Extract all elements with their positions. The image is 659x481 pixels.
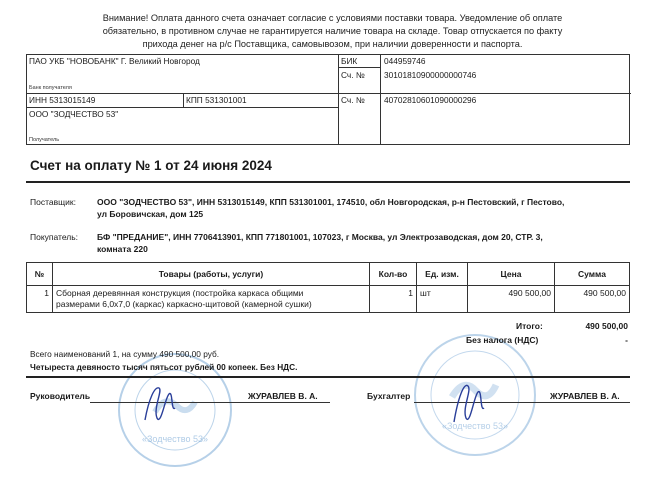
items-table (26, 262, 630, 313)
account-value: 40702810601090000296 (384, 95, 477, 105)
supplier-block (30, 196, 630, 222)
recipient-name: ООО "ЗОДЧЕСТВО 53" (29, 109, 119, 119)
row-qty: 1 (370, 286, 417, 313)
svg-text:«Зодчество 53»: «Зодчество 53» (441, 421, 509, 431)
payment-notice (60, 12, 605, 51)
inn-value: ИНН 5313015149 (29, 95, 96, 105)
row-name-line: размерами 6,0х7,0 (каркас) каркасно-щитовой (камерной сушки) (56, 299, 312, 309)
summary-divider (26, 376, 630, 378)
corr-account-label: Сч. № (341, 70, 365, 80)
row-total: 490 500,00 (555, 286, 630, 313)
vat-label: Без налога (НДС) (466, 335, 539, 345)
bik-label: БИК (341, 56, 358, 66)
row-price: 490 500,00 (468, 286, 555, 313)
bik-value: 044959746 (384, 56, 426, 66)
table-header-row (27, 263, 630, 286)
total-value: 490 500,00 (585, 321, 628, 331)
supplier-line1: ООО "ЗОДЧЕСТВО 53", ИНН 5313015149, КПП 531301001, 174510, обл Новгородская, р-н Пестовский, г Пестово, (97, 197, 565, 207)
director-label: Руководитель (30, 391, 91, 401)
table-row (27, 286, 630, 313)
accountant-label: Бухгалтер (367, 391, 411, 401)
bank-label: Банк получателя (29, 85, 72, 91)
invoice-title: Счет на оплату № 1 от 24 июня 2024 (30, 158, 272, 173)
row-unit: шт (417, 286, 468, 313)
row-name-line: Сборная деревянная конструкция (постройка каркаса общими (56, 288, 304, 298)
col-name-header: Товары (работы, услуги) (53, 263, 370, 286)
bank-details-table (26, 54, 630, 145)
buyer-block (30, 231, 630, 257)
accountant-signature (442, 374, 492, 430)
col-unit-header: Ед. изм. (417, 263, 468, 286)
recipient-label: Получатель (29, 137, 60, 143)
kpp-value: КПП 531301001 (186, 95, 247, 105)
corr-account-value: 30101810900000000746 (384, 70, 477, 80)
account-label: Сч. № (341, 95, 365, 105)
col-qty-header: Кол-во (370, 263, 417, 286)
notice-line: Внимание! Оплата данного счета означает согласие с условиями поставки товара. Уведомление об оплате (102, 13, 563, 23)
accountant-name: ЖУРАВЛЕВ В. А. (550, 391, 620, 401)
supplier-line2: ул Боровичская, дом 125 (97, 209, 204, 219)
title-divider (26, 181, 630, 183)
director-sign-line (90, 402, 330, 403)
supplier-label: Поставщик: (30, 197, 76, 207)
buyer-line2: комната 220 (97, 244, 148, 254)
row-num: 1 (27, 286, 53, 313)
director-name: ЖУРАВЛЕВ В. А. (248, 391, 318, 401)
notice-line: прихода денег на р/с Поставщика, самовывозом, при наличии доверенности и паспорта. (142, 39, 523, 49)
col-num-header: № (27, 263, 53, 286)
bank-name: ПАО УКБ "НОВОБАНК" Г. Великий Новгород (29, 56, 200, 66)
amount-in-words: Четыреста девяносто тысяч пятьсот рублей 00 копеек. Без НДС. (30, 362, 298, 372)
row-name (53, 286, 370, 313)
col-price-header: Цена (468, 263, 555, 286)
items-count-summary: Всего наименований 1, на сумму 490 500,00 руб. (30, 349, 220, 359)
buyer-label: Покупатель: (30, 232, 79, 242)
total-label: Итого: (516, 321, 543, 331)
col-total-header: Сумма (555, 263, 630, 286)
notice-line: обязательно, в противном случае не гарантируется наличие товара на складе. Товар отпускается по факту (102, 26, 563, 36)
svg-text:«Зодчество 53»: «Зодчество 53» (141, 434, 209, 444)
director-signature (135, 378, 185, 428)
vat-value: - (625, 335, 628, 345)
buyer-line1: БФ "ПРЕДАНИЕ", ИНН 7706413901, КПП 771801001, 107023, г Москва, ул Электрозаводская, дом 20, СТР. 3, (97, 232, 543, 242)
